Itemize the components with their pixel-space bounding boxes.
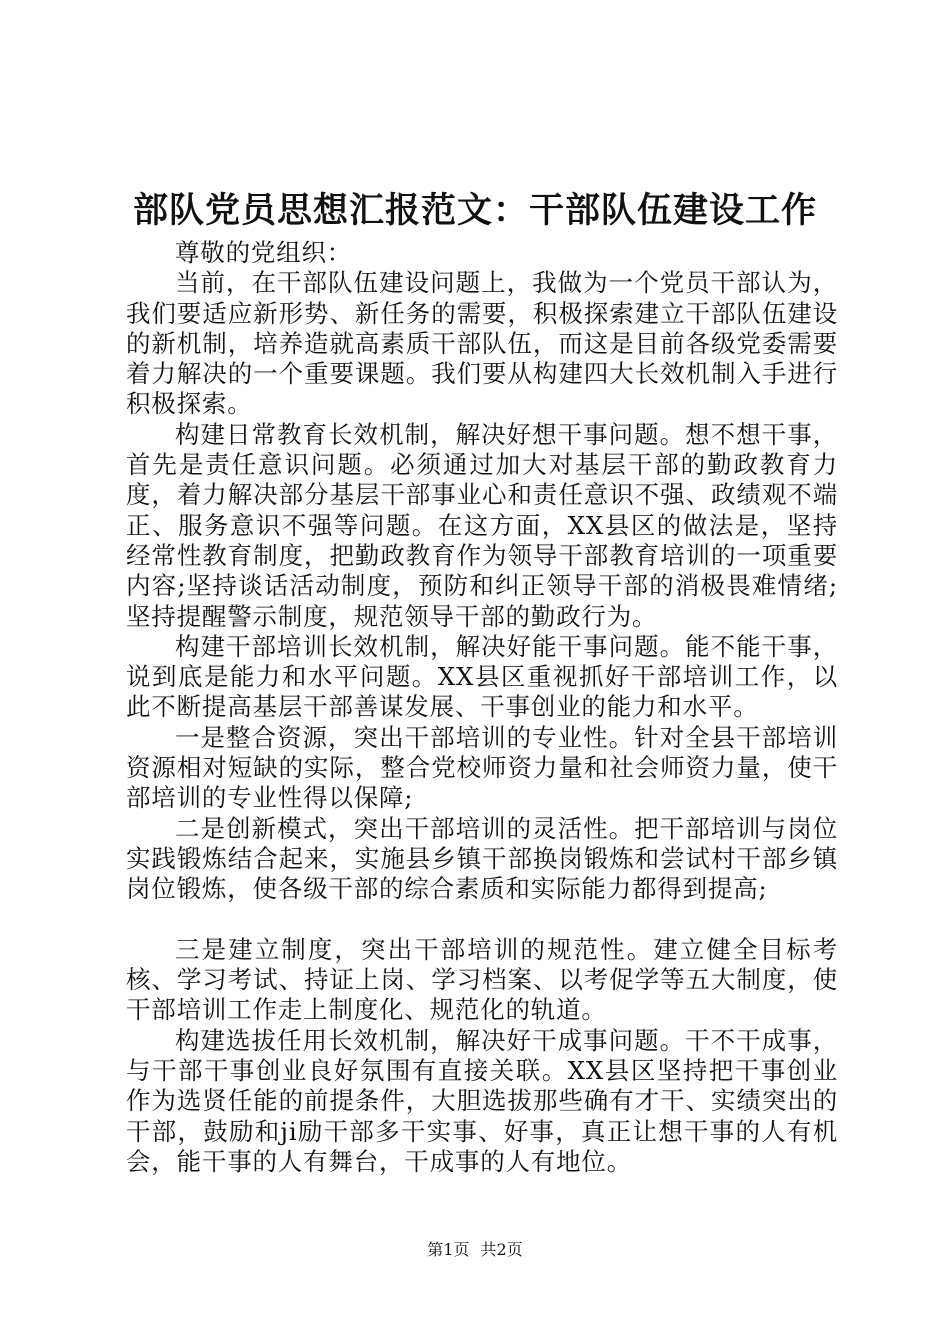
salutation: 尊敬的党组织： — [175, 238, 353, 267]
paragraph-selection-mechanism: 构建选拔任用长效机制，解决好干成事问题。干不干成事，与干部干事创业良好氛围有直接关联。XX县区坚持把干事创业作为选贤任能的前提条件，大胆选拔那些确有才干、实绩突出的干部，鼓励和ji励干部多干实事、好事，真正让想干事的人有机会，能干事的人有舞台，干成事的人有地位。 — [126, 1025, 838, 1176]
blank-line — [126, 905, 838, 935]
paragraph-education-mechanism: 构建日常教育长效机制，解决好想干事问题。想不想干事，首先是责任意识问题。必须通过加大对基层干部的勤政教育力度，着力解决部分基层干部事业心和责任意识不强、政绩观不端正、服务意识不强等问题。在这方面，XX县区的做法是，坚持经常性教育制度，把勤政教育作为领导干部教育培训的一项重要内容;坚持谈话活动制度，预防和纠正领导干部的消极畏难情绪;坚持提醒警示制度，规范领导干部的勤政行为。 — [126, 419, 838, 631]
page-total: 共2页 — [480, 1240, 523, 1259]
paragraph-training-mechanism: 构建干部培训长效机制，解决好能干事问题。能不能干事，说到底是能力和水平问题。XX县区重视抓好干部培训工作，以此不断提高基层干部善谋发展、干事创业的能力和水平。 — [126, 631, 838, 722]
document-body — [126, 238, 838, 1177]
paragraph-point-one: 一是整合资源，突出干部培训的专业性。针对全县干部培训资源相对短缺的实际，整合党校师资力量和社会师资力量，使干部培训的专业性得以保障; — [126, 722, 838, 813]
paragraph-point-two: 二是创新模式，突出干部培训的灵活性。把干部培训与岗位实践锻炼结合起来，实施县乡镇干部换岗锻炼和尝试村干部乡镇岗位锻炼，使各级干部的综合素质和实际能力都得到提高; — [126, 813, 838, 904]
document-title: 部队党员思想汇报范文：干部队伍建设工作 — [132, 190, 817, 231]
paragraph-intro: 当前，在干部队伍建设问题上，我做为一个党员干部认为，我们要适应新形势、新任务的需要，积极探索建立干部队伍建设的新机制，培养造就高素质干部队伍，而这是目前各级党委需要着力解决的一个重要课题。我们要从构建四大长效机制入手进行积极探索。 — [126, 268, 838, 419]
page-number: 第1页 — [427, 1240, 470, 1259]
page-footer — [0, 1238, 950, 1262]
paragraph-point-three: 三是建立制度，突出干部培训的规范性。建立健全目标考核、学习考试、持证上岗、学习档案、以考促学等五大制度，使干部培训工作走上制度化、规范化的轨道。 — [126, 934, 838, 1025]
